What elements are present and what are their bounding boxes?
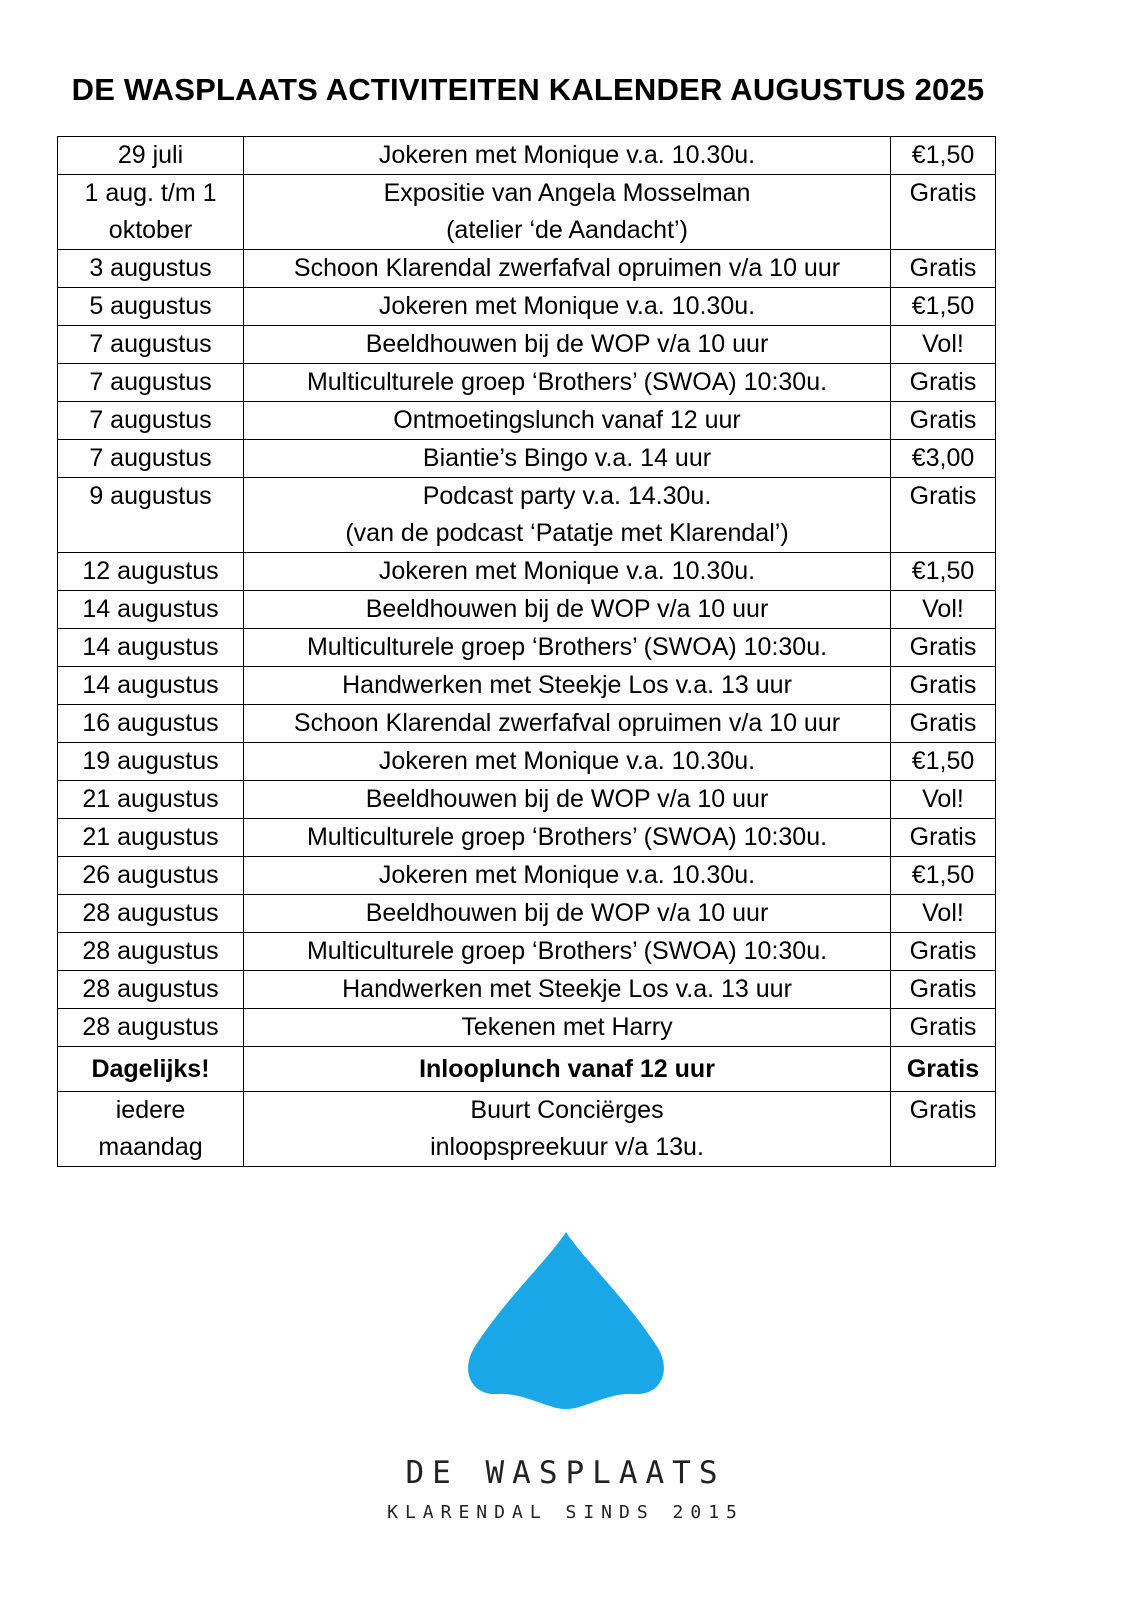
activity-cell [244,175,891,250]
activity-line: Tekenen met Harry [461,1013,673,1041]
price-cell: Gratis [891,175,996,250]
activity-line: (van de podcast ‘Patatje met Klarendal’) [345,519,789,547]
table-row [58,326,996,364]
activity-cell [244,250,891,288]
date-cell: Dagelijks! [58,1047,244,1092]
brand-name: DE WASPLAATS [405,1455,726,1491]
activity-cell [244,629,891,667]
price-cell: €1,50 [891,288,996,326]
activity-cell [244,402,891,440]
date-cell: 1 aug. t/m 1 oktober [58,175,244,250]
price-cell: Gratis [891,1009,996,1047]
date-cell: 16 augustus [58,705,244,743]
activity-line: inloopspreekuur v/a 13u. [430,1133,704,1161]
activity-line: Multiculturele groep ‘Brothers’ (SWOA) 10:30u. [306,937,828,965]
activity-cell [244,364,891,402]
table-row [58,895,996,933]
table-row [58,250,996,288]
price-cell: Gratis [891,933,996,971]
table-row [58,591,996,629]
water-drop-icon [466,1230,666,1420]
activity-cell [244,478,891,553]
price-cell: Vol! [891,895,996,933]
activity-cell [244,705,891,743]
table-row [58,478,996,553]
date-cell: 12 augustus [58,553,244,591]
activity-line: Beeldhouwen bij de WOP v/a 10 uur [365,785,769,813]
activity-cell [244,1009,891,1047]
activity-cell [244,1047,891,1092]
activity-cell [244,137,891,175]
page-title: DE WASPLAATS ACTIVITEITEN KALENDER AUGUSTUS 2025 [71,72,985,107]
date-cell: 19 augustus [58,743,244,781]
price-cell: €3,00 [891,440,996,478]
table-row [58,553,996,591]
date-cell: 28 augustus [58,933,244,971]
activity-line: Jokeren met Monique v.a. 10.30u. [378,141,756,169]
activity-line: Jokeren met Monique v.a. 10.30u. [378,861,756,889]
table-row [58,402,996,440]
price-cell: €1,50 [891,857,996,895]
date-cell: 7 augustus [58,402,244,440]
date-cell: 7 augustus [58,326,244,364]
date-cell: iedere maandag [58,1092,244,1167]
table-row [58,819,996,857]
activity-line: Multiculturele groep ‘Brothers’ (SWOA) 10:30u. [306,633,828,661]
price-cell: Vol! [891,326,996,364]
activity-cell [244,781,891,819]
table-row [58,971,996,1009]
activity-cell [244,933,891,971]
table-row [58,743,996,781]
activity-cell [244,326,891,364]
activity-line: Handwerken met Steekje Los v.a. 13 uur [342,975,792,1003]
table-row [58,629,996,667]
price-cell: Gratis [891,1092,996,1167]
date-cell: 14 augustus [58,591,244,629]
price-cell: Gratis [891,250,996,288]
date-cell: 21 augustus [58,819,244,857]
table-row [58,137,996,175]
activity-cell [244,667,891,705]
table-row [58,667,996,705]
activity-cell [244,743,891,781]
activity-line: Biantie’s Bingo v.a. 14 uur [422,444,712,472]
activity-cell [244,895,891,933]
activity-line: Beeldhouwen bij de WOP v/a 10 uur [365,595,769,623]
activity-line: Multiculturele groep ‘Brothers’ (SWOA) 10:30u. [306,823,828,851]
activities-table [57,136,996,1167]
date-cell: 28 augustus [58,971,244,1009]
price-cell: Gratis [891,971,996,1009]
table-row [58,781,996,819]
price-cell: Gratis [891,667,996,705]
activity-line: Handwerken met Steekje Los v.a. 13 uur [342,671,792,699]
price-cell: Gratis [891,364,996,402]
price-cell: Vol! [891,591,996,629]
activity-line: Jokeren met Monique v.a. 10.30u. [378,747,756,775]
table-row [58,933,996,971]
activity-line: Multiculturele groep ‘Brothers’ (SWOA) 10:30u. [306,368,828,396]
activity-cell [244,591,891,629]
activity-line: Inlooplunch vanaf 12 uur [419,1055,715,1083]
activity-line: Beeldhouwen bij de WOP v/a 10 uur [365,899,769,927]
table-row [58,440,996,478]
activity-cell [244,553,891,591]
date-cell: 9 augustus [58,478,244,553]
table-row [58,705,996,743]
table-row [58,1092,996,1167]
activity-line: Buurt Conciërges [470,1096,664,1124]
activity-line: (atelier ‘de Aandacht’) [446,216,688,244]
table-row [58,1047,996,1092]
activity-cell [244,440,891,478]
date-cell: 14 augustus [58,667,244,705]
price-cell: Gratis [891,705,996,743]
table-row [58,1009,996,1047]
price-cell: €1,50 [891,553,996,591]
activity-cell [244,857,891,895]
date-cell: 3 augustus [58,250,244,288]
table-row [58,364,996,402]
activity-line: Schoon Klarendal zwerfafval opruimen v/a 10 uur [293,709,841,737]
activity-cell [244,1092,891,1167]
date-cell: 28 augustus [58,895,244,933]
price-cell: Vol! [891,781,996,819]
activity-cell [244,819,891,857]
price-cell: €1,50 [891,137,996,175]
activity-line: Ontmoetingslunch vanaf 12 uur [393,406,741,434]
activity-cell [244,288,891,326]
date-cell: 14 augustus [58,629,244,667]
activity-line: Jokeren met Monique v.a. 10.30u. [378,557,756,585]
activity-line: Beeldhouwen bij de WOP v/a 10 uur [365,330,769,358]
activity-line: Podcast party v.a. 14.30u. [422,482,712,510]
price-cell: Gratis [891,1047,996,1092]
activity-line: Expositie van Angela Mosselman [383,179,751,207]
table-row [58,175,996,250]
date-cell: 29 juli [58,137,244,175]
brand-tagline: KLARENDAL SINDS 2015 [387,1502,744,1523]
activity-line: Jokeren met Monique v.a. 10.30u. [378,292,756,320]
date-cell: 7 augustus [58,440,244,478]
price-cell: Gratis [891,478,996,553]
activity-line: Schoon Klarendal zwerfafval opruimen v/a 10 uur [293,254,841,282]
date-cell: 5 augustus [58,288,244,326]
activity-cell [244,971,891,1009]
table-row [58,857,996,895]
date-cell: 21 augustus [58,781,244,819]
price-cell: €1,50 [891,743,996,781]
price-cell: Gratis [891,629,996,667]
price-cell: Gratis [891,819,996,857]
table-row [58,288,996,326]
date-cell: 7 augustus [58,364,244,402]
price-cell: Gratis [891,402,996,440]
date-cell: 28 augustus [58,1009,244,1047]
date-cell: 26 augustus [58,857,244,895]
